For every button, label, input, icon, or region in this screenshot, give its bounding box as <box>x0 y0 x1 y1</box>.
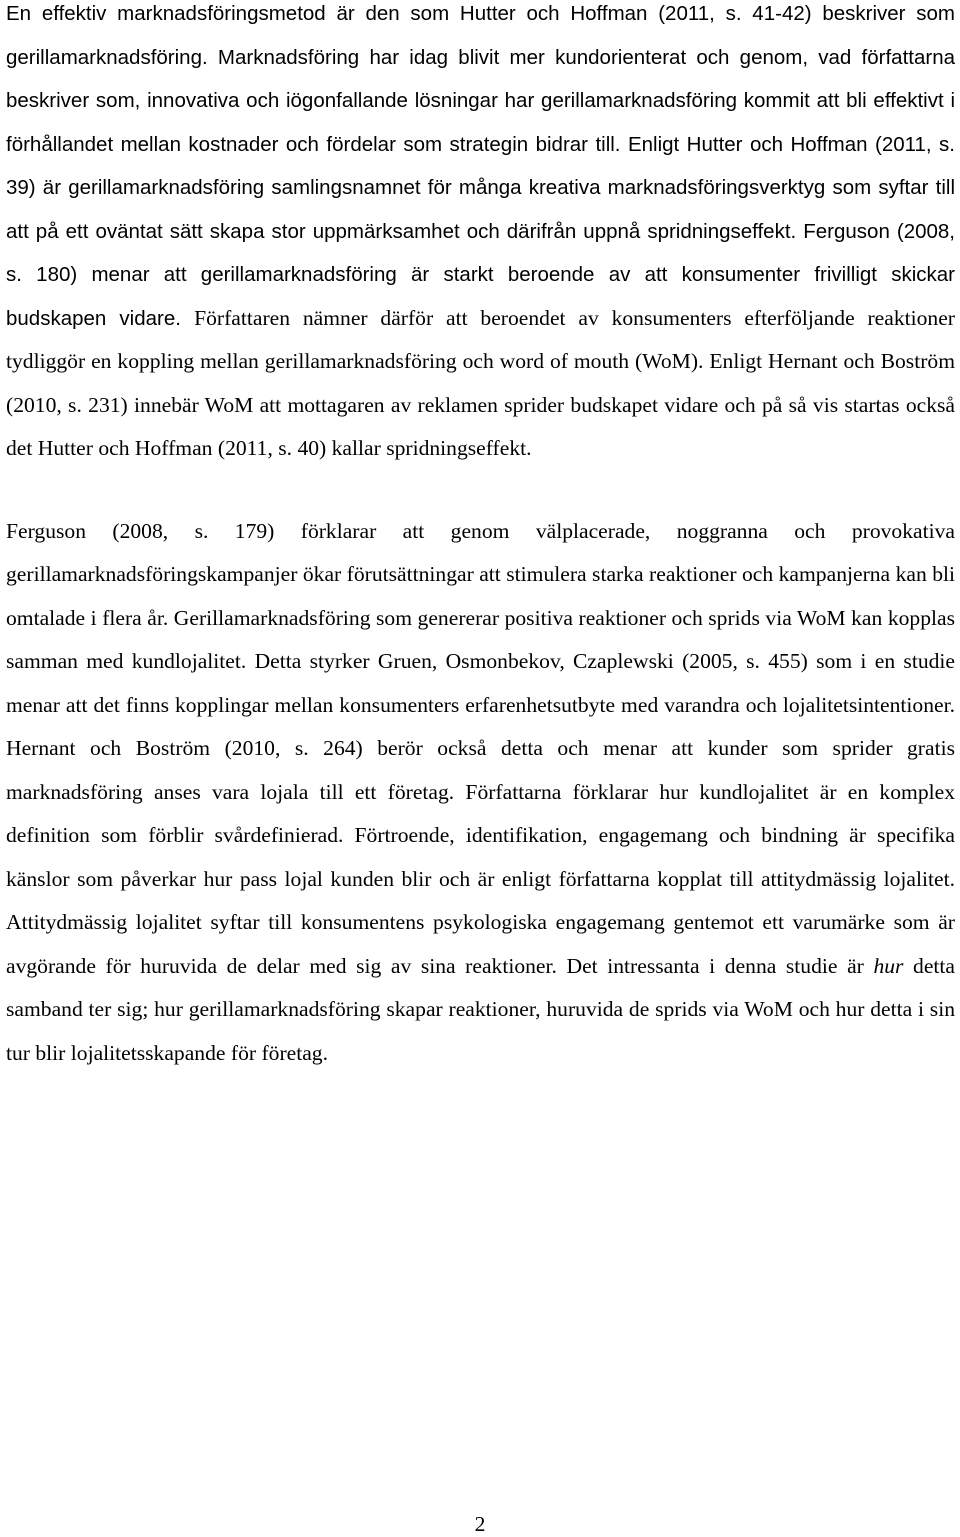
paragraph-2-segment-3: detta samband ter sig; hur gerillamarknadsföring skapar reaktioner, huruvida de sprids via WoM och hur detta i sin tur blir lojalitetsskapande för företag. <box>6 953 955 1065</box>
paragraph-2-segment-1: Ferguson (2008, s. 179) förklarar att genom välplacerade, noggranna och provokativa gerillamarknadsföringskampanjer ökar förutsättningar att stimulera starka reaktioner och kampanjerna kan bli omtalade i flera år. Gerillamarknadsföring som genererar positiva reaktioner och sprids via WoM kan kopplas samman med kundlojalitet. Detta styrker Gruen, Osmonbekov, Czaplewski (2005, s. 455) som i en studie menar att det finns kopplingar mellan konsumenters erfarenhetsutbyte med varandra och lojalitetsintentioner. Hernant och Boström (2010, s. 264) berör också detta och menar att kunder som sprider gratis marknadsföring anses vara lojala till ett företag. Författarna förklarar hur kundlojalitet är en komplex definition som förblir svårdefinierad. Förtroende, identifikation, engagemang och bindning är specifika känslor som påverkar hur pass lojal kunden blir och är enligt författarna kopplat till attitydmässig lojalitet. Attitydmässig lojalitet syftar till konsumentens psykologiska engagemang gentemot ett varumärke som är avgörande för huruvida de delar med sig av sina reaktioner. Det intressanta i denna studie är <box>6 518 955 978</box>
paragraph-customer-loyalty <box>6 510 955 1076</box>
page-number: 2 <box>474 1512 486 1536</box>
paragraph-1-segment-3: Författaren nämner därför att beroendet av konsumenters efterföljande reaktioner tydliggör en koppling mellan gerillamarknadsföring och word of mouth (WoM). Enligt Hernant och Boström (2010, s. 231) innebär WoM att mottagaren av reklamen sprider budskapet vidare och på så vis startas också det Hutter och Hoffman (2011, s. 40) kallar spridningseffekt. <box>6 305 955 460</box>
paragraph-1-segment-2: Marknadsföring har idag blivit mer kundorienterat och genom, vad författarna beskriver som, innovativa och iögonfallande lösningar har gerillamarknadsföring kommit att bli effektivt i förhållandet mellan kostnader och fördelar som strategin bidrar till. Enligt Hutter och Hoffman (2011, s. 39) är gerillamarknadsföring samlingsnamnet för många kreativa marknadsföringsverktyg som syftar till att på ett oväntat sätt skapa stor uppmärksamhet och därifrån uppnå spridningseffekt. Ferguson (2008, s. 180) menar att gerillamarknadsföring är starkt beroende av att konsumenter frivilligt skickar budskapen vidare. <box>6 45 956 330</box>
paragraph-1-segment-1: En effektiv marknadsföringsmetod är den som Hutter och Hoffman (2011, s. 41-42) beskriver som gerillamarknadsföring. <box>6 2 955 69</box>
document-page <box>6 0 955 1075</box>
paragraph-2-emphasis: hur <box>873 953 904 978</box>
paragraph-guerrilla-marketing-intro <box>6 0 955 471</box>
